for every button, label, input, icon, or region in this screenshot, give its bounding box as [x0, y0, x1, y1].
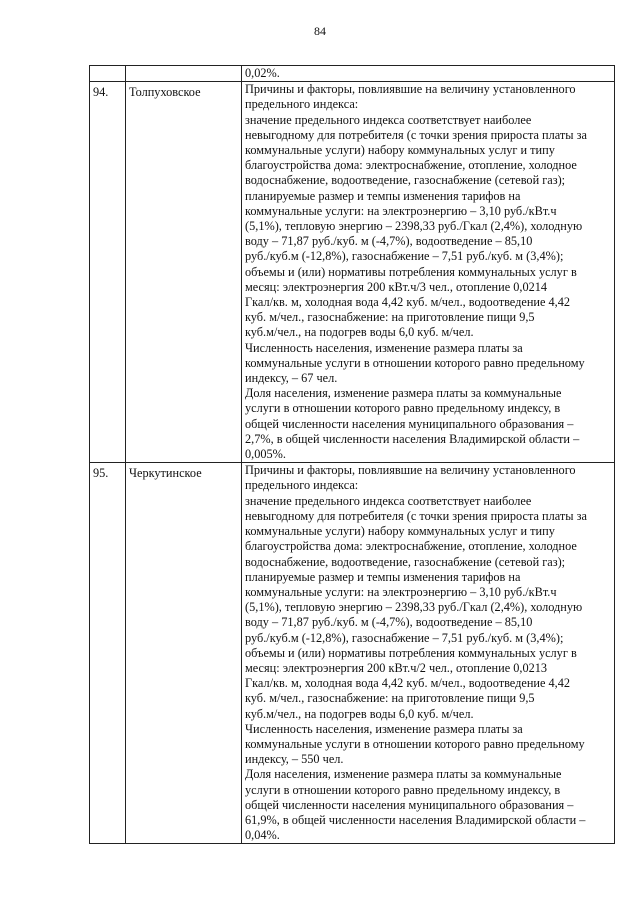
description-line: (5,1%), тепловую энергию – 2398,33 руб./Гкал (2,4%), холодную — [245, 600, 583, 615]
municipality-name-cell — [126, 463, 242, 844]
description-line: коммунальные услуги в отношении которого равно предельному — [245, 355, 585, 370]
description-line: Численность населения, изменение размера платы за — [245, 340, 523, 355]
description-line: 2,7%, в общей численности населения Владимирской области – — [245, 431, 580, 446]
description-line: месяц: электроэнергия 200 кВт.ч/3 чел., отопление 0,0214 — [245, 279, 548, 294]
description-line: планируемые размер и темпы изменения тарифов на — [245, 188, 521, 203]
description-line: коммунальные услуги в отношении которого равно предельному — [245, 736, 585, 751]
description-line: воду – 71,87 руб./куб. м (-4,7%), водоотведение – 85,10 — [245, 615, 533, 630]
description-line: невыгодному для потребителя (с точки зрения прироста платы за — [245, 127, 587, 142]
description-line: водоснабжение, водоотведение, газоснабжение (сетевой газ); — [245, 554, 566, 569]
description-line: куб.м/чел., на подогрев воды 6,0 куб. м/чел. — [245, 325, 474, 340]
description-line: Гкал/кв. м, холодная вода 4,42 куб. м/чел., водоотведение 4,42 — [245, 295, 571, 310]
municipal-index-table — [89, 65, 615, 844]
description-line: благоустройства дома: электроснабжение, отопление, холодное — [245, 539, 577, 554]
description-line: коммунальные услуги: на электроэнергию – 3,10 руб./кВт.ч — [245, 203, 557, 218]
description-line: услуги в отношении которого равно предельному индексу, в — [245, 782, 561, 797]
description-line: 0,02%. — [245, 66, 280, 80]
description-line: куб. м/чел., газоснабжение: на приготовление пищи 9,5 — [245, 691, 535, 706]
municipality-name-cell — [126, 66, 242, 82]
description-line: индексу, – 67 чел. — [245, 371, 338, 386]
description-line: общей численности населения муниципального образования – — [245, 797, 574, 812]
description-line: куб.м/чел., на подогрев воды 6,0 куб. м/чел. — [245, 706, 474, 721]
description-line: общей численности населения муниципального образования – — [245, 416, 574, 431]
description-line: руб./куб.м (-12,8%), газоснабжение – 7,51 руб./куб. м (3,4%); — [245, 630, 564, 645]
row-number-cell — [90, 82, 126, 463]
description-line: значение предельного индекса соответствует наиболее — [245, 112, 532, 127]
description-line: Причины и факторы, повлиявшие на величину установленного — [245, 463, 576, 478]
description-line: Гкал/кв. м, холодная вода 4,42 куб. м/чел., водоотведение 4,42 — [245, 676, 571, 691]
description-line: Причины и факторы, повлиявшие на величину установленного — [245, 82, 576, 97]
municipality-name: Толпуховское — [129, 85, 201, 100]
description-line: (5,1%), тепловую энергию – 2398,33 руб./Гкал (2,4%), холодную — [245, 219, 583, 234]
description-line: 0,04%. — [245, 828, 280, 843]
table-body — [90, 66, 615, 844]
description-line: объемы и (или) нормативы потребления коммунальных услуг в — [245, 264, 577, 279]
description-line: руб./куб.м (-12,8%), газоснабжение – 7,51 руб./куб. м (3,4%); — [245, 249, 564, 264]
description-line: куб. м/чел., газоснабжение: на приготовление пищи 9,5 — [245, 310, 535, 325]
description-cell — [242, 82, 615, 463]
description-line: планируемые размер и темпы изменения тарифов на — [245, 569, 521, 584]
description-line: благоустройства дома: электроснабжение, отопление, холодное — [245, 158, 577, 173]
row-number: 95. — [93, 466, 109, 481]
description-line: воду – 71,87 руб./куб. м (-4,7%), водоотведение – 85,10 — [245, 234, 533, 249]
table-row — [90, 66, 615, 82]
municipality-name: Черкутинское — [129, 466, 202, 481]
page-number: 84 — [314, 24, 326, 38]
municipality-name-cell — [126, 82, 242, 463]
description-line: водоснабжение, водоотведение, газоснабжение (сетевой газ); — [245, 173, 566, 188]
row-number: 94. — [93, 85, 109, 100]
description-line: индексу, – 550 чел. — [245, 752, 344, 767]
description-line: 0,005%. — [245, 447, 286, 462]
description-line: предельного индекса: — [245, 478, 359, 493]
description-line: 61,9%, в общей численности населения Владимирской области – — [245, 812, 586, 827]
description-line: объемы и (или) нормативы потребления коммунальных услуг в — [245, 645, 577, 660]
row-number-cell — [90, 463, 126, 844]
table-row — [90, 82, 615, 463]
description-cell — [242, 66, 615, 82]
description-line: Доля населения, изменение размера платы за коммунальные — [245, 386, 562, 401]
description-line: коммунальные услуги) набору коммунальных услуг и типу — [245, 143, 555, 158]
table-row — [90, 463, 615, 844]
description-line: значение предельного индекса соответствует наиболее — [245, 493, 532, 508]
description-line: Численность населения, изменение размера платы за — [245, 721, 523, 736]
description-line: услуги в отношении которого равно предельному индексу, в — [245, 401, 561, 416]
description-line: Доля населения, изменение размера платы за коммунальные — [245, 767, 562, 782]
description-line: предельного индекса: — [245, 97, 359, 112]
description-line: коммунальные услуги) набору коммунальных услуг и типу — [245, 524, 555, 539]
row-number-cell — [90, 66, 126, 82]
description-cell — [242, 463, 615, 844]
description-line: невыгодному для потребителя (с точки зрения прироста платы за — [245, 508, 587, 523]
description-line: коммунальные услуги: на электроэнергию – 3,10 руб./кВт.ч — [245, 584, 557, 599]
description-line: месяц: электроэнергия 200 кВт.ч/2 чел., отопление 0,0213 — [245, 660, 548, 675]
